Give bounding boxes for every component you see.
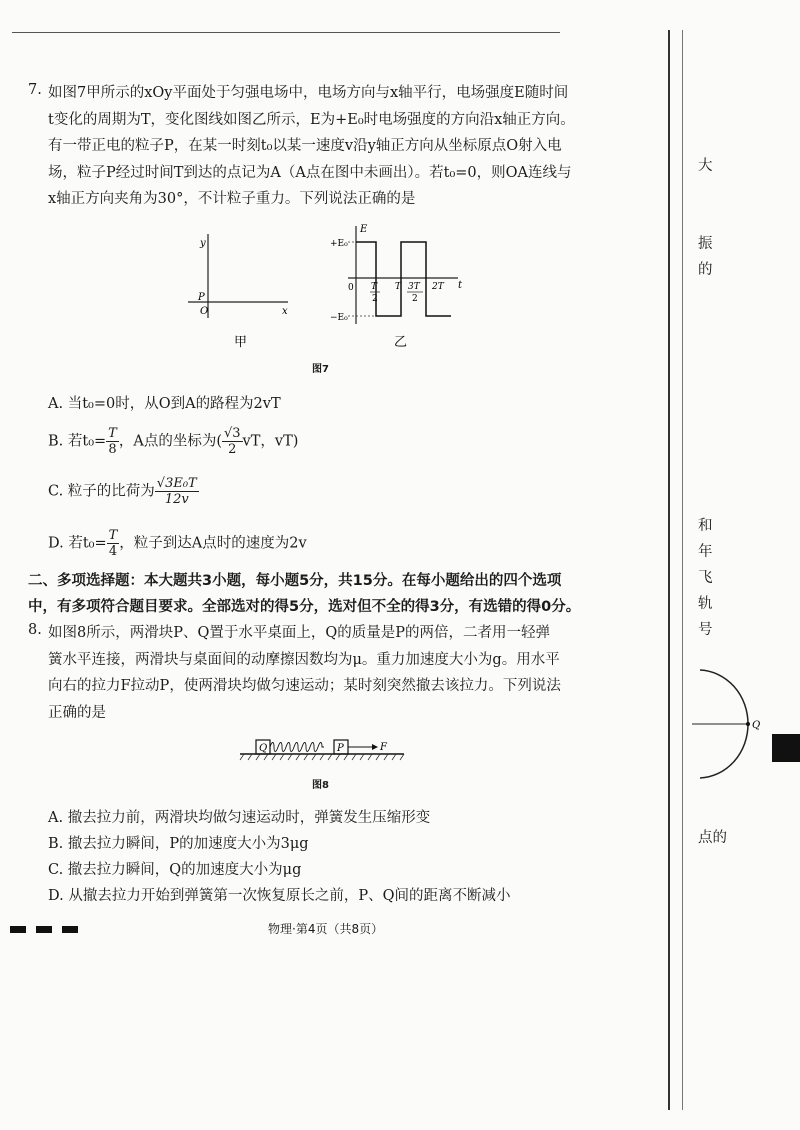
section-2-header <box>28 568 618 620</box>
page-divider <box>668 30 670 1110</box>
fig7-jia-caption: 甲 <box>234 335 248 350</box>
frac-num: T <box>108 426 117 441</box>
footer-mark-3 <box>62 926 78 933</box>
q7-option-a: A. 当t₀=0时，从O到A的路程为2vT <box>48 396 281 412</box>
q7-line4: 场，粒子P经过时间T到达的点记为A（A点在图中未画出）。若t₀=0，则OA连线与 <box>48 164 572 181</box>
q8-option-b: B. 撤去拉力瞬间，P的加速度大小为3μg <box>48 836 309 852</box>
q7-option-b-frac1 <box>106 426 119 457</box>
fig7-jia-p: P <box>198 292 205 303</box>
figure-8 <box>238 732 408 766</box>
fig8-label: 图8 <box>312 780 329 791</box>
fig7-yi-minus: −E₀ <box>330 313 348 323</box>
fig7-yi-zero: 0 <box>348 283 354 293</box>
top-rule <box>12 32 560 33</box>
frac-den: 8 <box>108 442 117 457</box>
q8-line2: 簧水平连接，两滑块与桌面间的动摩擦因数均为μ。重力加速度大小为g。用水平 <box>48 651 560 668</box>
fig7-jia-x-label: x <box>282 306 288 317</box>
q7-line3: 有一带正电的粒子P，在某一时刻t₀以某一速度v沿y轴正方向从坐标原点O射入电 <box>48 138 562 154</box>
q8-option-a: A. 撤去拉力前，两滑块均做匀速运动时，弹簧发生压缩形变 <box>48 810 431 826</box>
page-divider-inner <box>682 30 683 1110</box>
section-2-line1: 二、多项选择题：本大题共3小题，每小题5分，共15分。在每小题给出的四个选项 <box>28 573 562 589</box>
table-hatching <box>240 754 404 760</box>
section-2-line2: 中，有多项符合题目要求。全部选对的得5分，选对但不全的得3分，有选错的得0分。 <box>28 599 581 615</box>
q8-line3: 向右的拉力F拉动P，使两滑块均做匀速运动；某时刻突然撤去该拉力。下列说法 <box>48 678 561 694</box>
fig7-yi-e-label: E <box>360 224 368 235</box>
fig7-yi-tick-3T2-den: 2 <box>412 294 418 304</box>
force-arrowhead <box>372 744 378 750</box>
footer-mark-2 <box>36 926 52 933</box>
side-fragment-3: 的 <box>698 262 713 278</box>
fig7-yi-tick-3T2-num: 3T <box>408 282 420 292</box>
page-footer: 物理·第4页（共8页） <box>268 922 384 936</box>
q7-option-b-pre: B. 若t₀= <box>48 433 107 450</box>
q7-line1: 如图7甲所示的xOy平面处于匀强电场中，电场方向与x轴平行，电场强度E随时间 <box>48 85 569 101</box>
side-figure-arc <box>690 664 766 784</box>
frac-den: 12v <box>164 492 189 507</box>
block-p-label: P <box>337 743 344 754</box>
side-black-marker <box>772 734 800 762</box>
q7-option-b <box>48 426 298 457</box>
q7-option-d-end: ，粒子到达A点时的速度为2v <box>119 535 307 552</box>
fig7-yi-plus: +E₀ <box>330 239 348 249</box>
figure-7 <box>180 222 480 350</box>
q7-option-b-mid: ，A点的坐标为( <box>118 433 222 450</box>
fig7-yi-tick-T: T <box>395 282 402 292</box>
force-label: F <box>380 742 387 753</box>
fig7-yi-dashes <box>348 242 376 316</box>
q7-line5: x轴正方向夹角为30°，不计粒子重力。下列说法正确的是 <box>48 191 416 207</box>
block-q-label: Q <box>259 743 268 754</box>
fig7-yi-tick-T2-num: T <box>371 282 378 292</box>
q8-number: 8. <box>28 622 42 638</box>
side-fragment-5: 年 <box>698 544 713 560</box>
q7-option-c-pre: C. 粒子的比荷为 <box>48 483 155 500</box>
frac-den: 2 <box>228 442 237 457</box>
side-fragment-1: 大 <box>698 158 713 174</box>
q7-option-c <box>48 476 199 507</box>
frac-num: √3E₀T <box>156 476 197 491</box>
q7-line2: t变化的周期为T，变化图线如图乙所示，E为+E₀时电场强度的方向沿x轴正方向。 <box>48 111 575 128</box>
q7-option-d <box>48 528 307 559</box>
q7-option-d-pre: D. 若t₀= <box>48 535 107 552</box>
side-fragment-7: 轨 <box>698 596 713 612</box>
q8-option-d: D. 从撤去拉力开始到弹簧第一次恢复原长之前，P、Q间的距离不断减小 <box>48 888 511 904</box>
q8-line4: 正确的是 <box>48 704 106 721</box>
side-fragment-9: 点的 <box>698 830 727 846</box>
side-fragment-6: 飞 <box>698 570 713 586</box>
fig7-yi-t-label: t <box>458 280 463 291</box>
footer-mark-1 <box>10 926 26 933</box>
q7-number: 7. <box>28 82 42 98</box>
side-fragment-4: 和 <box>698 518 713 534</box>
fig7-label: 图7 <box>312 364 329 375</box>
fig7-jia-y-label: y <box>200 238 206 249</box>
q8-option-c: C. 撤去拉力瞬间，Q的加速度大小为μg <box>48 862 302 878</box>
frac-num: √3 <box>223 426 241 441</box>
fig7-jia-origin: O <box>200 306 209 317</box>
frac-num: T <box>108 528 118 543</box>
q7-option-b-frac2 <box>222 426 243 457</box>
q8-line1: 如图8所示，两滑块P、Q置于水平桌面上，Q的质量是P的两倍，二者用一轻弹 <box>48 625 551 641</box>
frac-den: 4 <box>108 544 118 559</box>
spring <box>270 743 324 752</box>
fig7-yi-wave <box>356 242 451 316</box>
side-fragment-2: 振 <box>698 236 713 252</box>
q7-option-d-frac <box>107 528 120 559</box>
fig7-yi-tick-2T: 2T <box>432 282 444 292</box>
q8-stem <box>48 620 618 726</box>
fig7-yi-tick-T2-den: 2 <box>372 294 378 304</box>
fig7-yi-axes <box>348 226 458 324</box>
side-figure-q: Q <box>752 720 761 731</box>
q7-option-b-end: vT，vT) <box>242 433 299 450</box>
fig7-yi-caption: 乙 <box>394 335 408 350</box>
q7-option-c-frac <box>155 476 199 507</box>
side-fragment-8: 号 <box>698 622 713 638</box>
q7-stem <box>48 80 618 213</box>
